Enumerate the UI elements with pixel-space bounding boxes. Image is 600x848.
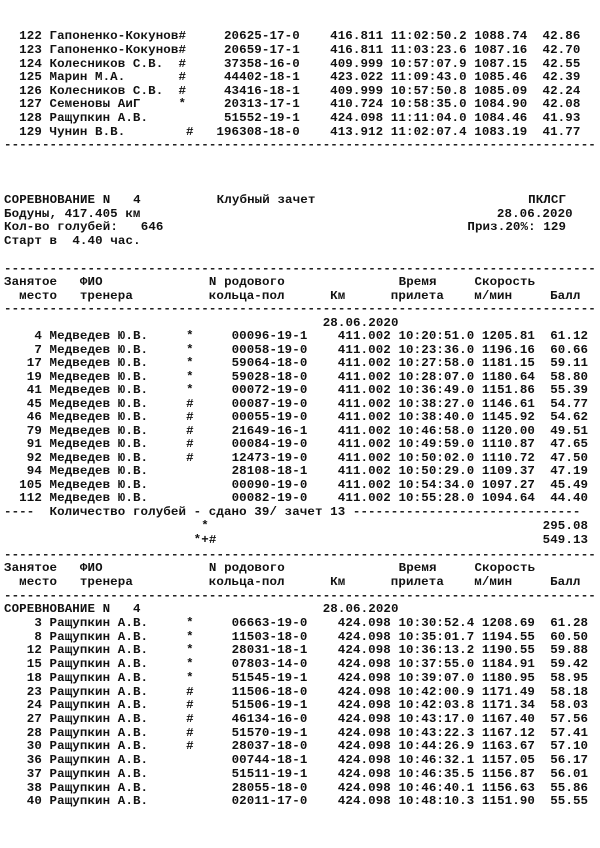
result-row: 24 Ращупкин А.В. # 51506-19-1 424.098 10:42:03.8 1171.34 58.03 bbox=[4, 698, 589, 712]
result-row: 7 Медведев Ю.В. * 00058-19-0 411.002 10:23:36.0 1196.16 60.66 bbox=[4, 343, 589, 357]
column-header-row: Занятое ФИО N родового Время Скорость bbox=[4, 561, 536, 575]
result-row: 122 Гапоненко-Кокунов# 20625-17-0 416.811 11:02:50.2 1088.74 42.86 bbox=[4, 29, 581, 43]
subtotal-star: * 295.08 bbox=[4, 519, 589, 533]
result-row: 123 Гапоненко-Кокунов# 20659-17-1 416.811 11:03:23.6 1087.16 42.70 bbox=[4, 43, 581, 57]
summary-line: ---- Количество голубей - сдано 39/ зачет 13 ------------------------------ bbox=[4, 505, 581, 519]
result-row: 91 Медведев Ю.В. # 00084-19-0 411.002 10:49:59.0 1110.87 47.65 bbox=[4, 437, 589, 451]
result-row: 125 Марин М.А. # 44402-18-1 423.022 11:09:43.0 1085.46 42.39 bbox=[4, 70, 581, 84]
result-row: 37 Ращупкин А.В. 51511-19-1 424.098 10:46:35.5 1156.87 56.01 bbox=[4, 767, 589, 781]
result-row: 27 Ращупкин А.В. # 46134-16-0 424.098 10:43:17.0 1167.40 57.56 bbox=[4, 712, 589, 726]
column-header-row: Занятое ФИО N родового Время Скорость bbox=[4, 275, 536, 289]
result-row: 38 Ращупкин А.В. 28055-18-0 424.098 10:46:40.1 1156.63 55.86 bbox=[4, 781, 589, 795]
result-row: 92 Медведев Ю.В. # 12473-19-0 411.002 10:50:02.0 1110.72 47.50 bbox=[4, 451, 589, 465]
result-row: 15 Ращупкин А.В. * 07803-14-0 424.098 10:37:55.0 1184.91 59.42 bbox=[4, 657, 589, 671]
result-row: 124 Колесников С.В. # 37358-16-0 409.999 10:57:07.9 1087.15 42.55 bbox=[4, 57, 581, 71]
result-row: 112 Медведев Ю.В. 00082-19-0 411.002 10:55:28.0 1094.64 44.40 bbox=[4, 491, 589, 505]
competition-count-line: Кол-во голубей: 646 Приз.20%: 129 bbox=[4, 220, 567, 234]
competition-location-line: Бодуны, 417.405 км 28.06.2020 bbox=[4, 207, 573, 221]
section-title: СОРЕВНОВАНИЕ N 4 28.06.2020 bbox=[4, 602, 399, 616]
result-row: 41 Медведев Ю.В. * 00072-19-0 411.002 10:36:49.0 1151.86 55.39 bbox=[4, 383, 589, 397]
result-row: 79 Медведев Ю.В. # 21649-16-1 411.002 10:46:58.0 1120.00 49.51 bbox=[4, 424, 589, 438]
divider-rule: ------------------------------------------------------------------------------ bbox=[4, 589, 596, 603]
result-row: 128 Ращупкин А.В. 51552-19-1 424.098 11:11:04.0 1084.46 41.93 bbox=[4, 111, 581, 125]
column-header-row: место тренера кольца-пол Км прилета м/мин Балл bbox=[4, 289, 581, 303]
result-row: 105 Медведев Ю.В. 00090-19-0 411.002 10:54:34.0 1097.27 45.49 bbox=[4, 478, 589, 492]
competition-start-line: Старт в 4.40 час. bbox=[4, 234, 141, 248]
result-row: 40 Ращупкин А.В. 02011-17-0 424.098 10:48:10.3 1151.90 55.55 bbox=[4, 794, 589, 808]
result-row: 94 Медведев Ю.В. 28108-18-1 411.002 10:50:29.0 1109.37 47.19 bbox=[4, 464, 589, 478]
result-row: 46 Медведев Ю.В. # 00055-19-0 411.002 10:38:40.0 1145.92 54.62 bbox=[4, 410, 589, 424]
section-date: 28.06.2020 bbox=[4, 316, 399, 330]
result-row: 36 Ращупкин А.В. 00744-18-1 424.098 10:46:32.1 1157.05 56.17 bbox=[4, 753, 589, 767]
divider-rule: ------------------------------------------------------------------------------ bbox=[4, 262, 596, 276]
result-row: 28 Ращупкин А.В. # 51570-19-1 424.098 10:43:22.3 1167.12 57.41 bbox=[4, 726, 589, 740]
result-row: 45 Медведев Ю.В. # 00087-19-0 411.002 10:38:27.0 1146.61 54.77 bbox=[4, 397, 589, 411]
divider-rule: ------------------------------------------------------------------------------ bbox=[4, 302, 596, 316]
result-row: 12 Ращупкин А.В. * 28031-18-1 424.098 10:36:13.2 1190.55 59.88 bbox=[4, 643, 589, 657]
result-row: 129 Чунин В.В. # 196308-18-0 413.912 11:02:07.4 1083.19 41.77 bbox=[4, 125, 581, 139]
competition-title-line: СОРЕВНОВАНИЕ N 4 Клубный зачет ПКЛСГ bbox=[4, 193, 567, 207]
result-row: 4 Медведев Ю.В. * 00096-19-1 411.002 10:20:51.0 1205.81 61.12 bbox=[4, 329, 589, 343]
result-row: 30 Ращупкин А.В. # 28037-18-0 424.098 10:44:26.9 1163.67 57.10 bbox=[4, 739, 589, 753]
result-row: 127 Семеновы АиГ * 20313-17-1 410.724 10:58:35.0 1084.90 42.08 bbox=[4, 97, 581, 111]
result-row: 17 Медведев Ю.В. * 59064-18-0 411.002 10:27:58.0 1181.15 59.11 bbox=[4, 356, 589, 370]
divider-rule: ------------------------------------------------------------------------------ bbox=[4, 548, 596, 562]
result-row: 3 Ращупкин А.В. * 06663-19-0 424.098 10:30:52.4 1208.69 61.28 bbox=[4, 616, 589, 630]
result-row: 23 Ращупкин А.В. # 11506-18-0 424.098 10:42:00.9 1171.49 58.18 bbox=[4, 685, 589, 699]
divider-rule: ------------------------------------------------------------------------------ bbox=[4, 138, 596, 152]
result-row: 19 Медведев Ю.В. * 59028-18-0 411.002 10:28:07.0 1180.64 58.80 bbox=[4, 370, 589, 384]
result-row: 18 Ращупкин А.В. * 51545-19-1 424.098 10:39:07.0 1180.95 58.95 bbox=[4, 671, 589, 685]
result-row: 8 Ращупкин А.В. * 11503-18-0 424.098 10:35:01.7 1194.55 60.50 bbox=[4, 630, 589, 644]
column-header-row: место тренера кольца-пол Км прилета м/мин Балл bbox=[4, 575, 581, 589]
subtotal-star-hash: *+# 549.13 bbox=[4, 533, 589, 547]
result-row: 126 Колесников С.В. # 43416-18-1 409.999 10:57:50.8 1085.09 42.24 bbox=[4, 84, 581, 98]
